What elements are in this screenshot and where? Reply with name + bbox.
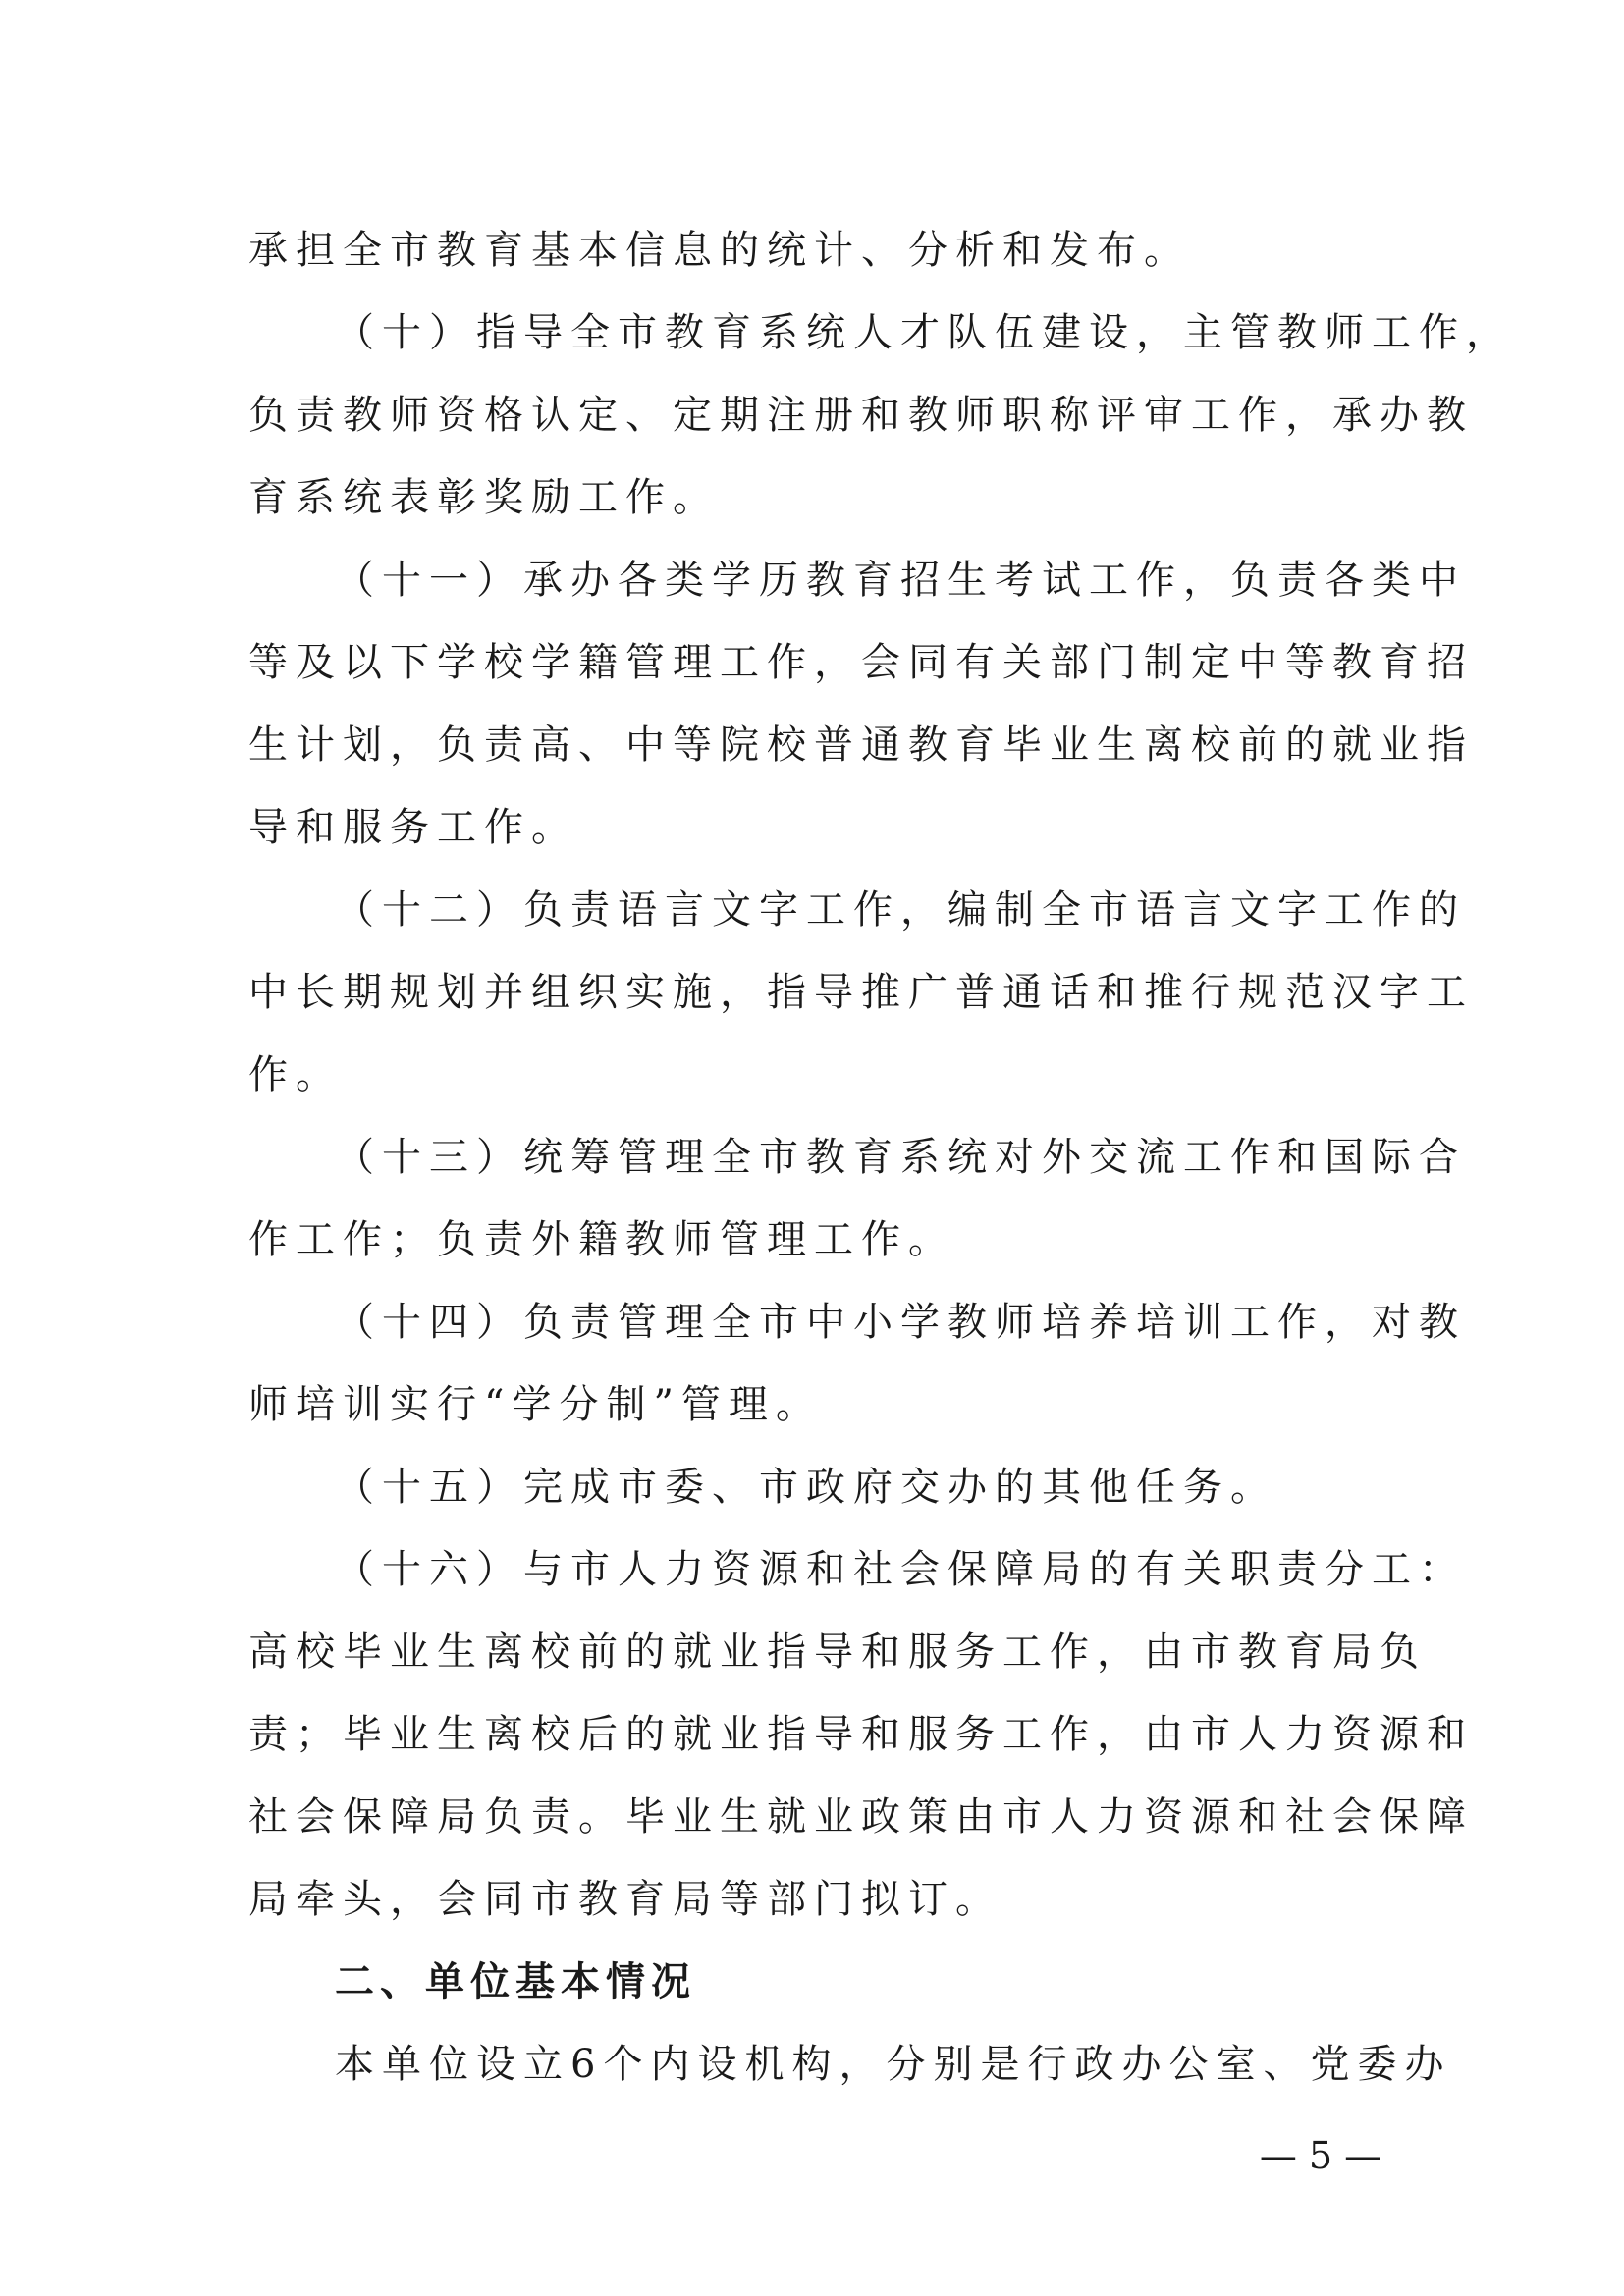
section-heading: 二、单位基本情况	[335, 1959, 696, 2004]
paragraph-line: 育系统表彰奖励工作。	[248, 475, 720, 520]
paragraph-line: （十六）与市人力资源和社会保障局的有关职责分工：	[335, 1547, 1466, 1592]
paragraph-line: 师培训实行“学分制”管理。	[248, 1382, 823, 1427]
paragraph-line: 等及以下学校学籍管理工作，会同有关部门制定中等教育招	[248, 640, 1474, 685]
paragraph-line: 社会保障局负责。毕业生就业政策由市人力资源和社会保障	[248, 1794, 1474, 1840]
paragraph-line: 中长期规划并组织实施，指导推广普通话和推行规范汉字工	[248, 970, 1474, 1015]
document-body	[248, 209, 1513, 2106]
paragraph-line: 生计划，负责高、中等院校普通教育毕业生离校前的就业指	[248, 722, 1474, 768]
paragraph-line: 局牵头，会同市教育局等部门拟订。	[248, 1877, 1002, 1922]
paragraph-line: 责；毕业生离校后的就业指导和服务工作，由市人力资源和	[248, 1712, 1474, 1757]
paragraph-line: （十五）完成市委、市政府交办的其他任务。	[335, 1465, 1277, 1510]
paragraph-line: （十三）统筹管理全市教育系统对外交流工作和国际合	[335, 1135, 1466, 1180]
paragraph-line: 高校毕业生离校前的就业指导和服务工作，由市教育局负	[248, 1629, 1427, 1675]
paragraph-line: 作工作；负责外籍教师管理工作。	[248, 1217, 955, 1262]
paragraph-line: （十）指导全市教育系统人才队伍建设，主管教师工作，	[335, 310, 1513, 355]
paragraph-line: （十一）承办各类学历教育招生考试工作，负责各类中	[335, 558, 1466, 603]
paragraph-line: （十四）负责管理全市中小学教师培养培训工作，对教	[335, 1300, 1466, 1345]
page-number: — 5 —	[1259, 2134, 1382, 2177]
paragraph-line: 导和服务工作。	[248, 805, 578, 850]
paragraph-line: 承担全市教育基本信息的统计、分析和发布。	[248, 228, 1191, 273]
paragraph-line: （十二）负责语言文字工作，编制全市语言文字工作的	[335, 887, 1466, 933]
paragraph-line: 负责教师资格认定、定期注册和教师职称评审工作，承办教	[248, 393, 1474, 438]
paragraph-line: 作。	[248, 1052, 343, 1097]
paragraph-line: 本单位设立6个内设机构，分别是行政办公室、党委办	[335, 2042, 1452, 2087]
